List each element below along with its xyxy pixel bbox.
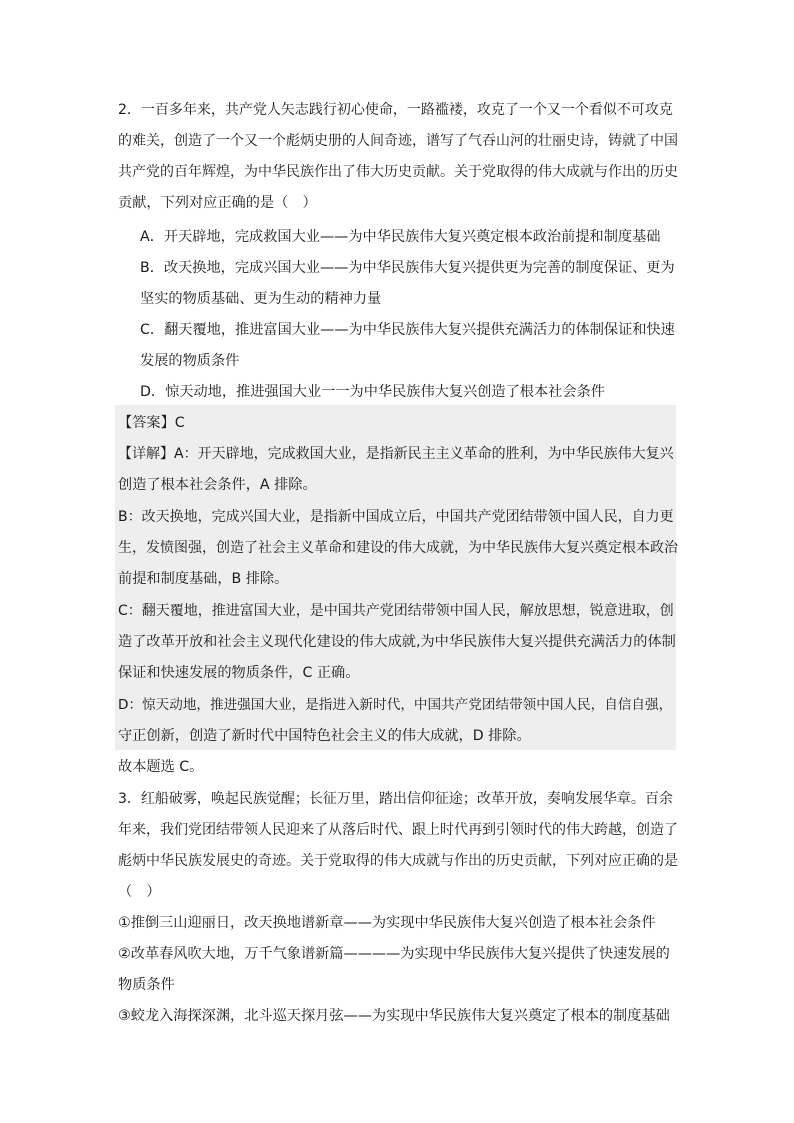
- q3-item-3: ③蛟龙入海探深渊，北斗巡天探月弦——为实现中华民族伟大复兴奠定了根本的制度基础: [118, 1008, 670, 1024]
- q2-option-a: A．开天辟地，完成救国大业——为中华民族伟大复兴奠定根本政治前提和制度基础: [140, 229, 661, 245]
- q3-item-2-cont: 物质条件: [118, 977, 175, 993]
- q2-stem-line-3: 共产党的百年辉煌，为中华民族作出了伟大历史贡献。关于党取得的伟大成就与作出的历史: [118, 164, 678, 180]
- q2-conclusion: 故本题选 C。: [118, 759, 204, 775]
- q2-explain-line-1: 【详解】A：开天辟地，完成救国大业，是指新民主主义革命的胜利，为中华民族伟大复兴: [118, 446, 674, 462]
- q2-option-c-cont: 发展的物质条件: [140, 353, 240, 369]
- q2-stem-line-2: 的难关，创造了一个又一个彪炳史册的人间奇迹，谱写了气吞山河的壮丽史诗，铸就了中国: [118, 133, 678, 149]
- q3-item-1: ①推倒三山迎丽日，改天换地谱新章——为实现中华民族伟大复兴创造了根本社会条件: [118, 915, 656, 931]
- q2-stem-line-1: 2．一百多年来，共产党人矢志践行初心使命，一路褴褛，攻克了一个又一个看似不可攻克: [118, 102, 673, 118]
- q2-stem-line-4: 贡献，下列对应正确的是（ ）: [118, 195, 317, 211]
- q2-explain-line-4: 生，发愤图强，创造了社会主义革命和建设的伟大成就，为中华民族伟大复兴奠定根本政治: [118, 540, 678, 556]
- q2-explain-line-7: 造了改革开放和社会主义现代化建设的伟大成就,为中华民族伟大复兴提供充满活力的体制: [118, 634, 676, 650]
- q2-explain-line-6: C：翻天覆地，推进富国大业，是中国共产党团结带领中国人民，解放思想，锐意进取，创: [118, 603, 674, 619]
- q2-explain-line-9: D：惊天动地，推进强国大业，是指进入新时代，中国共产党团结带领中国人民，自信自强，: [118, 697, 673, 713]
- q3-stem-line-3: 彪炳中华民族发展史的奇迹。关于党取得的伟大成就与作出的历史贡献，下列对应正确的是: [118, 853, 678, 869]
- q2-explain-line-8: 保证和快速发展的物质条件，C 正确。: [118, 665, 360, 681]
- q2-option-c: C．翻天覆地，推进富国大业——为中华民族伟大复兴提供充满活力的体制保证和快速: [140, 322, 675, 338]
- q2-explain-line-3: B：改天换地，完成兴国大业，是指新中国成立后，中国共产党团结带领中国人民，自力更: [118, 509, 674, 525]
- q2-option-d: D．惊天动地，推进强国大业一一为中华民族伟大复兴创造了根本社会条件: [140, 384, 605, 400]
- q3-stem-line-1: 3．红船破雾，唤起民族觉醒；长征万里，踏出信仰征途；改革开放，奏响发展华章。百余: [118, 791, 673, 807]
- q2-option-b-cont: 坚实的物质基础、更为生动的精神力量: [140, 291, 382, 307]
- q3-item-2: ②改革春风吹大地，万千气象谱新篇————为实现中华民族伟大复兴提供了快速发展的: [118, 946, 670, 962]
- q2-option-b: B．改天换地，完成兴国大业——为中华民族伟大复兴提供更为完善的制度保证、更为: [140, 260, 675, 276]
- q3-stem-line-2: 年来，我们党团结带领人民迎来了从落后时代、跟上时代再到引领时代的伟大跨越，创造了: [118, 822, 678, 838]
- q2-explain-line-10: 守正创新，创造了新时代中国特色社会主义的伟大成就，D 排除。: [118, 728, 531, 744]
- q2-explain-line-2: 创造了根本社会条件，A 排除。: [118, 477, 317, 493]
- q2-answer: 【答案】C: [118, 415, 185, 431]
- q3-stem-line-4: （ ）: [118, 884, 161, 900]
- q2-explain-line-5: 前提和制度基础，B 排除。: [118, 571, 289, 587]
